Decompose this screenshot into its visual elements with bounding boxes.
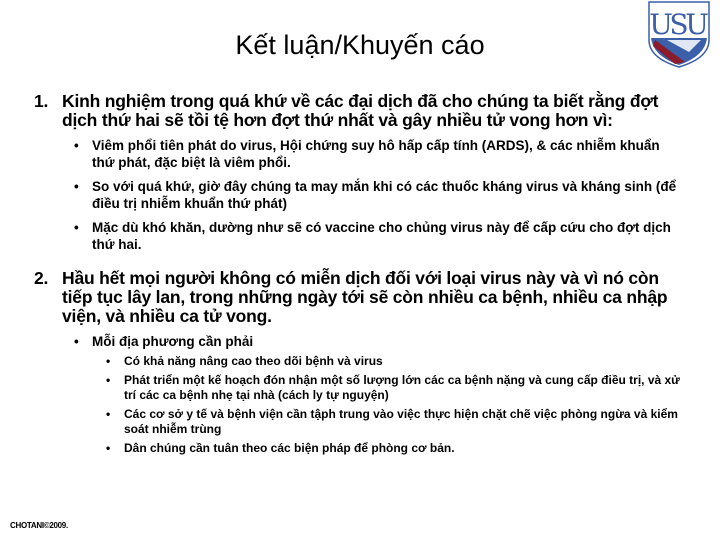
bullet-icon: • — [106, 407, 111, 421]
logo-letter-s: S — [669, 8, 689, 41]
point-2-text: Hầu hết mọi người không có miễn dịch đối với loại virus này và vì nó còn tiếp tục lây lan, trong những ngày tới sẽ còn nhiều ca bệnh, nhiều ca nhập viện, và nhiều ca tử vong. — [62, 268, 668, 326]
point-2-subsub-2-text: Phát triển một kế hoạch đón nhận một số lượng lớn các ca bệnh nặng và cung cấp điều trị, và xử trí các ca bệnh nhẹ tại nhà (cách ly tự nguyện) — [124, 373, 680, 402]
point-2-subsub-4 — [106, 441, 684, 456]
point-2-subsub-1-text: Có khả năng nâng cao theo dõi bệnh và virus — [124, 354, 383, 368]
point-1-sub-3 — [74, 219, 684, 253]
copyright-footer: CHOTANI©2009. — [10, 521, 68, 530]
bullet-icon: • — [106, 354, 111, 368]
slide-content — [34, 92, 684, 456]
bullet-icon: • — [74, 138, 79, 153]
point-1-sub-2-text: So với quá khứ, giờ đây chúng ta may mắn khi có các thuốc kháng virus và kháng sinh (để điều trị nhiễm khuẩn thứ phát) — [92, 179, 677, 211]
point-1-number: 1. — [34, 91, 49, 111]
bullet-icon: • — [74, 220, 79, 235]
point-2-subsub-3-text: Các cơ sở y tế và bệnh viện cần tậph trung vào việc thực hiện chặt chẽ việc phòng ngừa và kiểm soát nhiễm trùng — [124, 407, 678, 436]
point-1-sub-2 — [74, 178, 684, 212]
point-2-subsub-2 — [106, 373, 684, 403]
bullet-icon: • — [106, 441, 111, 455]
bullet-icon: • — [106, 373, 111, 387]
bullet-icon: • — [74, 334, 79, 349]
point-1-sub-1 — [74, 137, 684, 171]
point-2-subsub-1 — [106, 354, 684, 369]
bullet-icon: • — [74, 179, 79, 194]
slide-title: Kết luận/Khuyến cáo — [235, 30, 485, 60]
point-2-subsub-4-text: Dân chúng cần tuân theo các biện pháp để phòng cơ bản. — [124, 441, 455, 455]
point-2-sub-1 — [74, 333, 684, 350]
point-1 — [34, 92, 684, 130]
point-1-sub-1-text: Viêm phổi tiên phát do virus, Hội chứng suy hô hấp cấp tính (ARDS), & các nhiễm khuẩn thứ phát, đặc biệt là viêm phổi. — [92, 138, 660, 170]
point-2-subsub-3 — [106, 407, 684, 437]
logo-letter-u1: U — [649, 8, 673, 41]
point-1-sub-3-text: Mặc dù khó khăn, dường như sẽ có vaccine cho chủng virus này để cấp cứu cho đợt dịch thứ hai. — [92, 220, 671, 252]
university-logo-icon — [645, 0, 713, 68]
point-2 — [34, 269, 684, 326]
logo-letter-u2: U — [685, 8, 709, 41]
point-2-number: 2. — [34, 268, 49, 288]
point-2-sub-1-text: Mỗi địa phương cần phải — [92, 334, 254, 349]
point-1-text: Kinh nghiệm trong quá khứ về các đại dịch đã cho chúng ta biết rằng đợt dịch thứ hai sẽ tồi tệ hơn đợt thứ nhất và gây nhiều tử vong hơn vì: — [62, 91, 659, 130]
